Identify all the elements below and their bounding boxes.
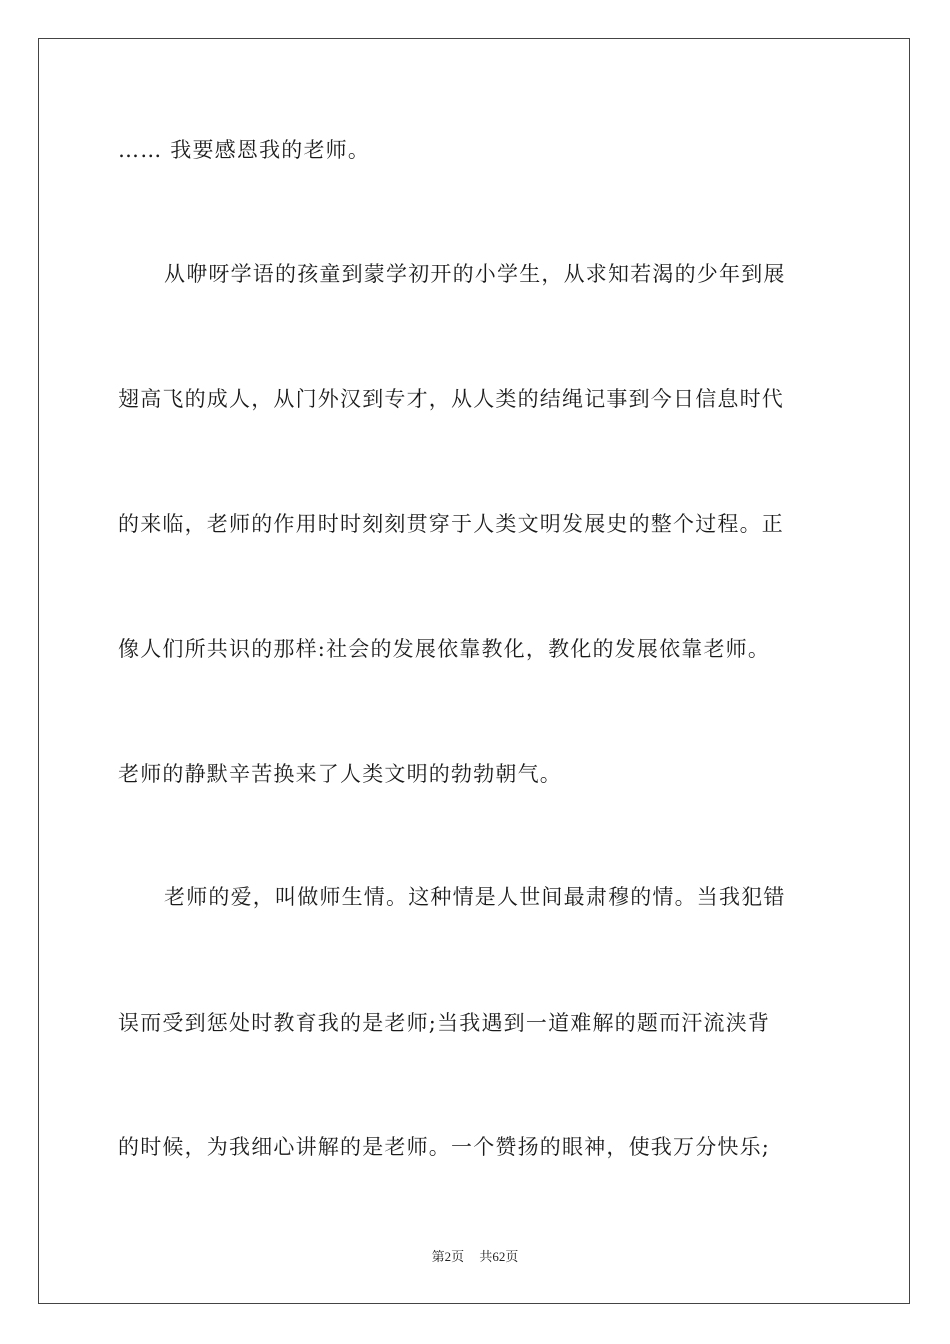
text-line: 的时候，为我细心讲解的是老师。一个赞扬的眼神，使我万分快乐; [118,1135,771,1159]
text-line: 像人们所共识的那样:社会的发展依靠教化，教化的发展依靠老师。 [118,637,771,661]
text-line: 的来临，老师的作用时时刻刻贯穿于人类文明发展史的整个过程。正 [118,512,784,536]
text-line: 老师的静默辛苦换来了人类文明的勃勃朝气。 [118,762,562,786]
text-line: 翅高飞的成人，从门外汉到专才，从人类的结绳记事到今日信息时代 [118,387,784,411]
text-line: 误而受到惩处时教育我的是老师;当我遇到一道难解的题而汗流浃背 [118,1011,771,1035]
paragraph-first-line: 老师的爱，叫做师生情。这种情是人世间最肃穆的情。当我犯错 [164,885,786,909]
page-footer [0,1249,950,1265]
paragraph-first-line: 从咿呀学语的孩童到蒙学初开的小学生，从求知若渴的少年到展 [164,262,786,286]
page-total: 共62页 [479,1249,519,1264]
page-number: 第2页 [431,1249,465,1264]
text-line: …… 我要感恩我的老师。 [118,138,371,162]
page-border [38,38,910,1304]
